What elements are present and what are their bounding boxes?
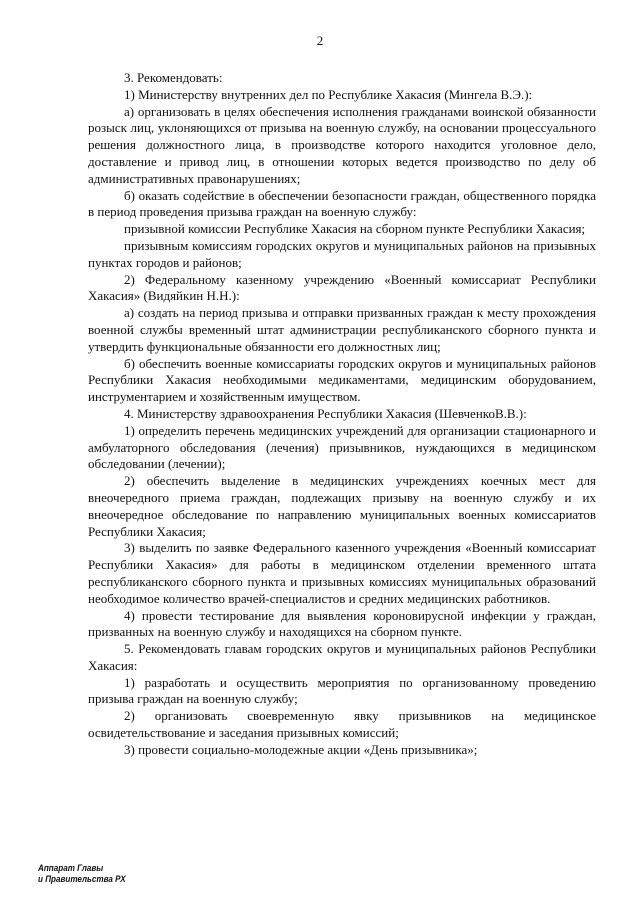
paragraph-health-4: 4) провести тестирование для выявления короновирусной инфекции у граждан, призванных на военную службу и находящихся на сборном пункте. xyxy=(88,607,596,640)
paragraph-mvd-b: б) оказать содействие в обеспечении безопасности граждан, общественного порядка в период проведения призыва граждан на военную службу: xyxy=(88,187,596,220)
footer-stamp xyxy=(38,863,126,885)
paragraph-commissariat-b: б) обеспечить военные комиссариаты городских округов и муниципальных районов Республики Хакасия необходимыми медикаментами, медицинским оборудованием, инструментарием и хозяйственным имуществом. xyxy=(88,355,596,405)
paragraph-municipal-2: 2) организовать своевременную явку призывников на медицинское освидетельствование и заседания призывных комиссий; xyxy=(88,708,596,741)
document-body xyxy=(88,70,596,759)
paragraph-health-ministry: 4. Министерству здравоохранения Республики Хакасия (ШевченкоВ.В.): xyxy=(124,405,527,421)
footer-stamp-line2: и Правительства РХ xyxy=(38,874,126,884)
page-number: 2 xyxy=(316,33,324,48)
paragraph-commissariat-a: а) создать на период призыва и отправки призванных граждан к месту прохождения военной службы временный штат администрации республиканского сборного пункта и утвердить функциональные обязанности его должностных лиц; xyxy=(88,305,596,354)
paragraph-municipal-3: 3) провести социально-молодежные акции «День призывника»; xyxy=(124,741,478,757)
paragraph-military-commissariat: 2) Федеральному казенному учреждению «Военный комиссариат Республики Хакасия» (Видяйкин Н.Н.): xyxy=(88,271,596,304)
paragraph-mvd-a: а) организовать в целях обеспечения исполнения гражданами воинской обязанности розыск лиц, уклоняющихся от призыва на военную службу, на основании процессуального решения должностного лица, в производстве которого находится уголовное дело, доставление и привод лиц, в отношении которых ведется производство по делу об административных правонарушениях; xyxy=(88,103,596,186)
paragraph-recommend-heading: 3. Рекомендовать: xyxy=(124,70,223,85)
paragraph-commission-districts: призывным комиссиям городских округов и муниципальных районов на призывных пунктах городов и районов; xyxy=(88,237,596,270)
paragraph-health-2: 2) обеспечить выделение в медицинских учреждениях коечных мест для внеочередного приема граждан, подлежащих призыву на военную службу и их внеочередное обследование по направлению муниципальных военных комиссариатов Республики Хакасия; xyxy=(88,473,596,539)
paragraph-commission-republic: призывной комиссии Республике Хакасия на сборном пункте Республики Хакасия; xyxy=(124,221,586,237)
paragraph-health-3: 3) выделить по заявке Федерального казенного учреждения «Военный комиссариат Республики Хакасия» для работы в медицинском отделении временного штата республиканского сборного пункта и призывных комиссиях муниципальных образований необходимое количество врачей-специалистов и средних медицинских работников. xyxy=(88,540,596,606)
paragraph-mvd: 1) Министерству внутренних дел по Республике Хакасия (Мингела В.Э.): xyxy=(124,86,533,102)
paragraph-health-1: 1) определить перечень медицинских учреждений для организации стационарного и амбулаторного обследования (лечения) призывников, нуждающихся в медицинском обследовании (лечении); xyxy=(88,422,596,472)
paragraph-municipal-1: 1) разработать и осуществить мероприятия по организованному проведению призыва граждан на военную службу; xyxy=(88,674,596,707)
footer-stamp-line1: Аппарат Главы xyxy=(38,863,104,873)
paragraph-municipal-heads: 5. Рекомендовать главам городских округов и муниципальных районов Республики Хакасия: xyxy=(88,641,596,673)
